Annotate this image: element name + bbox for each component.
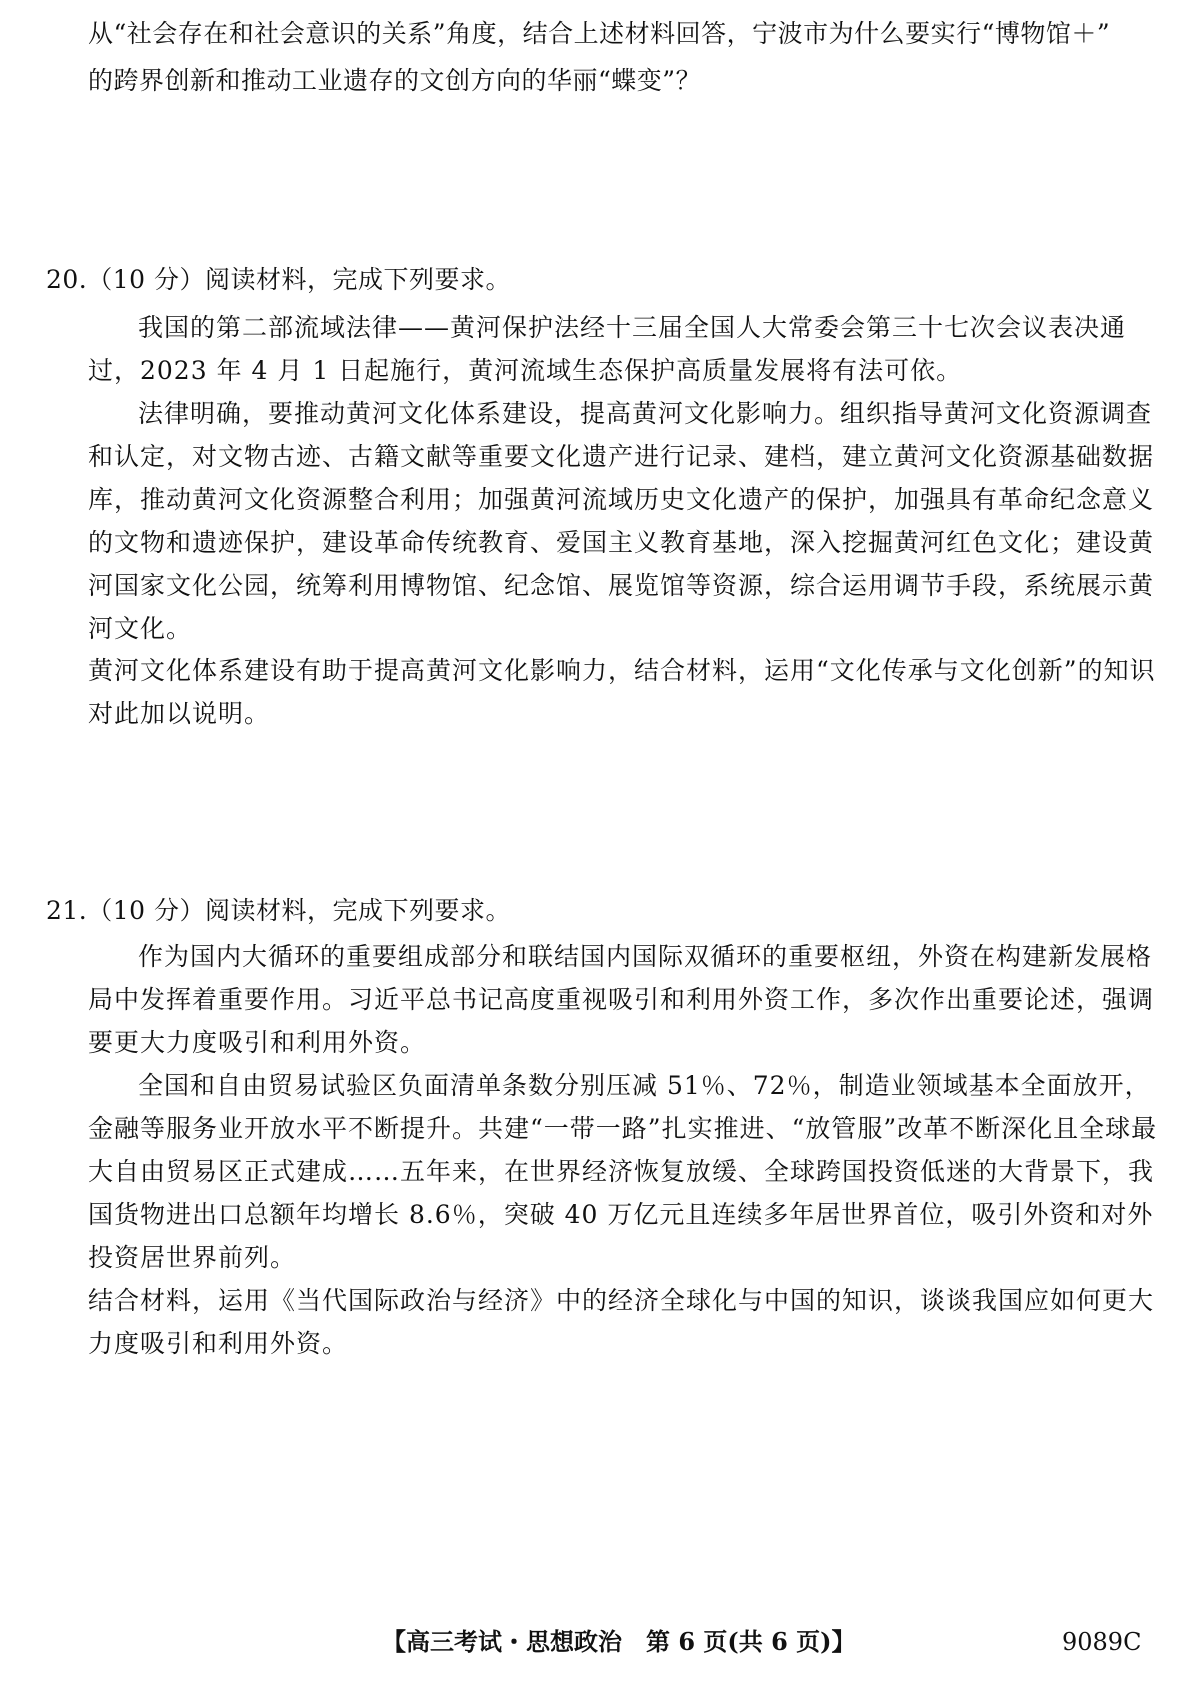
q19-text-line1: 从“社会存在和社会意识的关系”角度，结合上述材料回答，宁波市为什么要实行“博物馆＋” xyxy=(88,19,1111,48)
q20-material-paragraph-2: 法律明确，要推动黄河文化体系建设，提高黄河文化影响力。组织指导黄河文化资源调查和认定，对文物古迹、古籍文献等重要文化遗产进行记录、建档，建立黄河文化资源基础数据库，推动黄河文化资源整合利用；加强黄河流域历史文化遗产的保护，加强具有革命纪念意义的文物和遗迹保护，建设革命传统教育、爱国主义教育基地，深入挖掘黄河红色文化；建设黄河国家文化公园，统筹利用博物馆、纪念馆、展览馆等资源，综合运用调节手段，系统展示黄河文化。 xyxy=(88,399,1155,643)
q21-material-paragraph-2: 全国和自由贸易试验区负面清单条数分别压减 51％、72％，制造业领域基本全面放开，金融等服务业开放水平不断提升。共建“一带一路”扎实推进、“放管服”改革不断深化且全球最大自由贸易区正式建成……五年来，在世界经济恢复放缓、全球跨国投资低迷的大背景下，我国货物进出口总额年均增长 8.6％，突破 40 万亿元且连续多年居世界首位，吸引外资和对外投资居世界前列。 xyxy=(88,1071,1158,1272)
q21-header: 21.（10 分）阅读材料，完成下列要求。 xyxy=(46,896,512,925)
q19-text-line2: 的跨界创新和推动工业遗存的文创方向的华丽“蝶变”？ xyxy=(88,66,702,95)
paper-code: 9089C xyxy=(1062,1628,1142,1656)
q21-question: 结合材料，运用《当代国际政治与经济》中的经济全球化与中国的知识，谈谈我国应如何更大力度吸引和利用外资。 xyxy=(88,1286,1155,1358)
q21-material-paragraph-1: 作为国内大循环的重要组成部分和联结国内国际双循环的重要枢纽，外资在构建新发展格局中发挥着重要作用。习近平总书记高度重视吸引和利用外资工作，多次作出重要论述，强调要更大力度吸引和利用外资。 xyxy=(88,942,1155,1057)
page-footer-title: 【高三考试・思想政治 第 6 页(共 6 页)】 xyxy=(382,1627,856,1656)
q20-question: 黄河文化体系建设有助于提高黄河文化影响力，结合材料，运用“文化传承与文化创新”的知识对此加以说明。 xyxy=(88,656,1156,728)
q20-header: 20.（10 分）阅读材料，完成下列要求。 xyxy=(46,265,512,294)
q20-material-paragraph-1: 我国的第二部流域法律——黄河保护法经十三届全国人大常委会第三十七次会议表决通过，2023 年 4 月 1 日起施行，黄河流域生态保护高质量发展将有法可依。 xyxy=(88,313,1127,385)
